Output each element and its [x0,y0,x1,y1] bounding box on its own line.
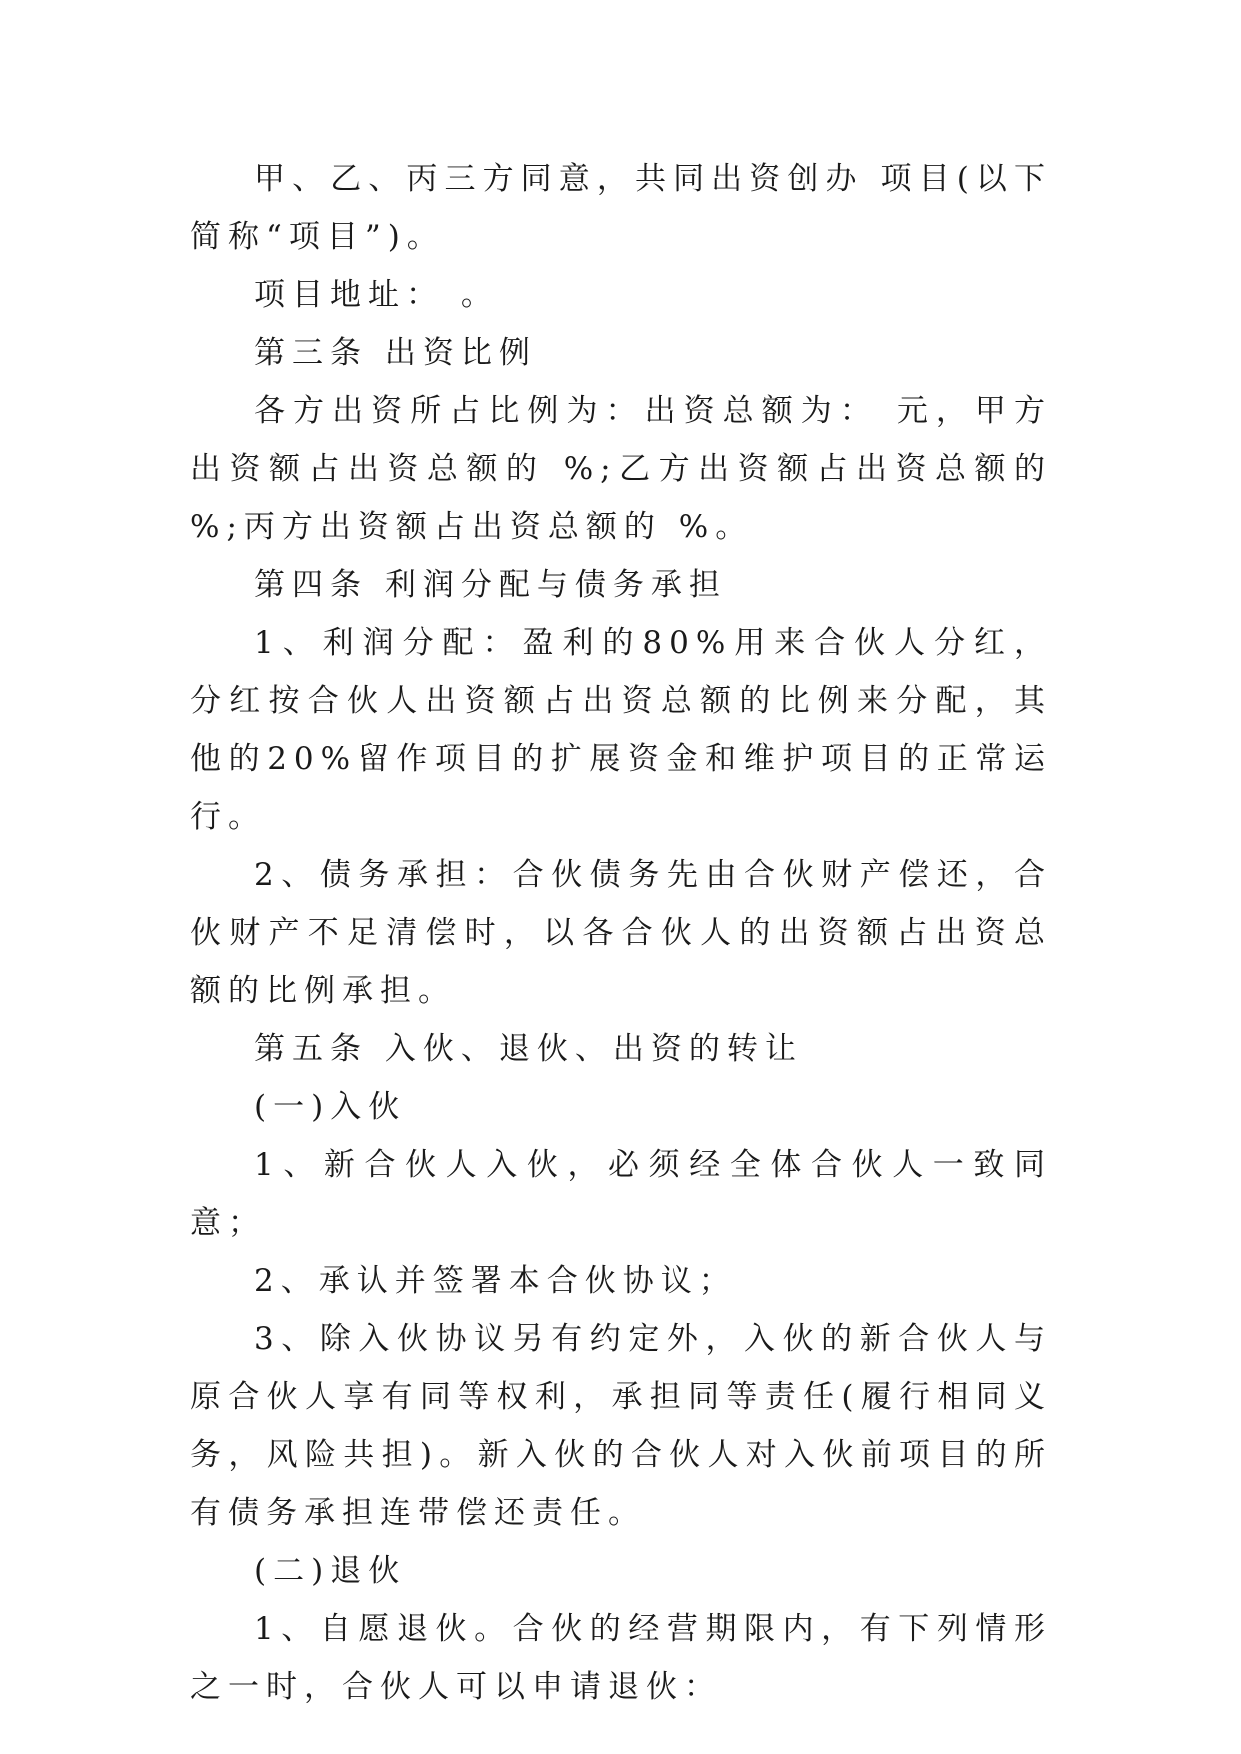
paragraph-project-address: 项目地址： 。 [254,277,499,313]
paragraph-joining-2: 2、承认并签署本合伙协议； [254,1263,737,1299]
heading-article-4: 第四条 利润分配与债务承担 [254,567,727,603]
document-page [190,150,1052,1716]
paragraph-debt-bearing: 2、债务承担：合伙债务先由合伙财产偿还，合伙财产不足清偿时，以各合伙人的出资额占出资总额的比例承担。 [190,857,1052,1009]
paragraph-joining-3: 3、除入伙协议另有约定外，入伙的新合伙人与原合伙人享有同等权利，承担同等责任(履行相同义务，风险共担)。新入伙的合伙人对入伙前项目的所有债务承担连带偿还责任。 [190,1321,1052,1531]
paragraph-project-founding: 甲、乙、丙三方同意，共同出资创办 项目(以下简称“项目”)。 [190,161,1052,255]
paragraph-contribution-ratio: 各方出资所占比例为：出资总额为： 元，甲方出资额占出资总额的 %;乙方出资额占出资总额的 %;丙方出资额占出资总额的 %。 [190,393,1052,545]
heading-article-5: 第五条 入伙、退伙、出资的转让 [254,1031,803,1067]
heading-article-3: 第三条 出资比例 [254,335,537,371]
paragraph-profit-distribution: 1、利润分配：盈利的80%用来合伙人分红，分红按合伙人出资额占出资总额的比例来分配，其他的20%留作项目的扩展资金和维护项目的正常运行。 [190,625,1052,835]
paragraph-joining-1: 1、新合伙人入伙，必须经全体合伙人一致同意； [190,1147,1052,1241]
subheading-joining: (一)入伙 [254,1089,407,1125]
paragraph-withdrawal-1: 1、自愿退伙。合伙的经营期限内，有下列情形之一时，合伙人可以申请退伙： [190,1611,1052,1705]
subheading-withdrawal: (二)退伙 [254,1553,407,1589]
